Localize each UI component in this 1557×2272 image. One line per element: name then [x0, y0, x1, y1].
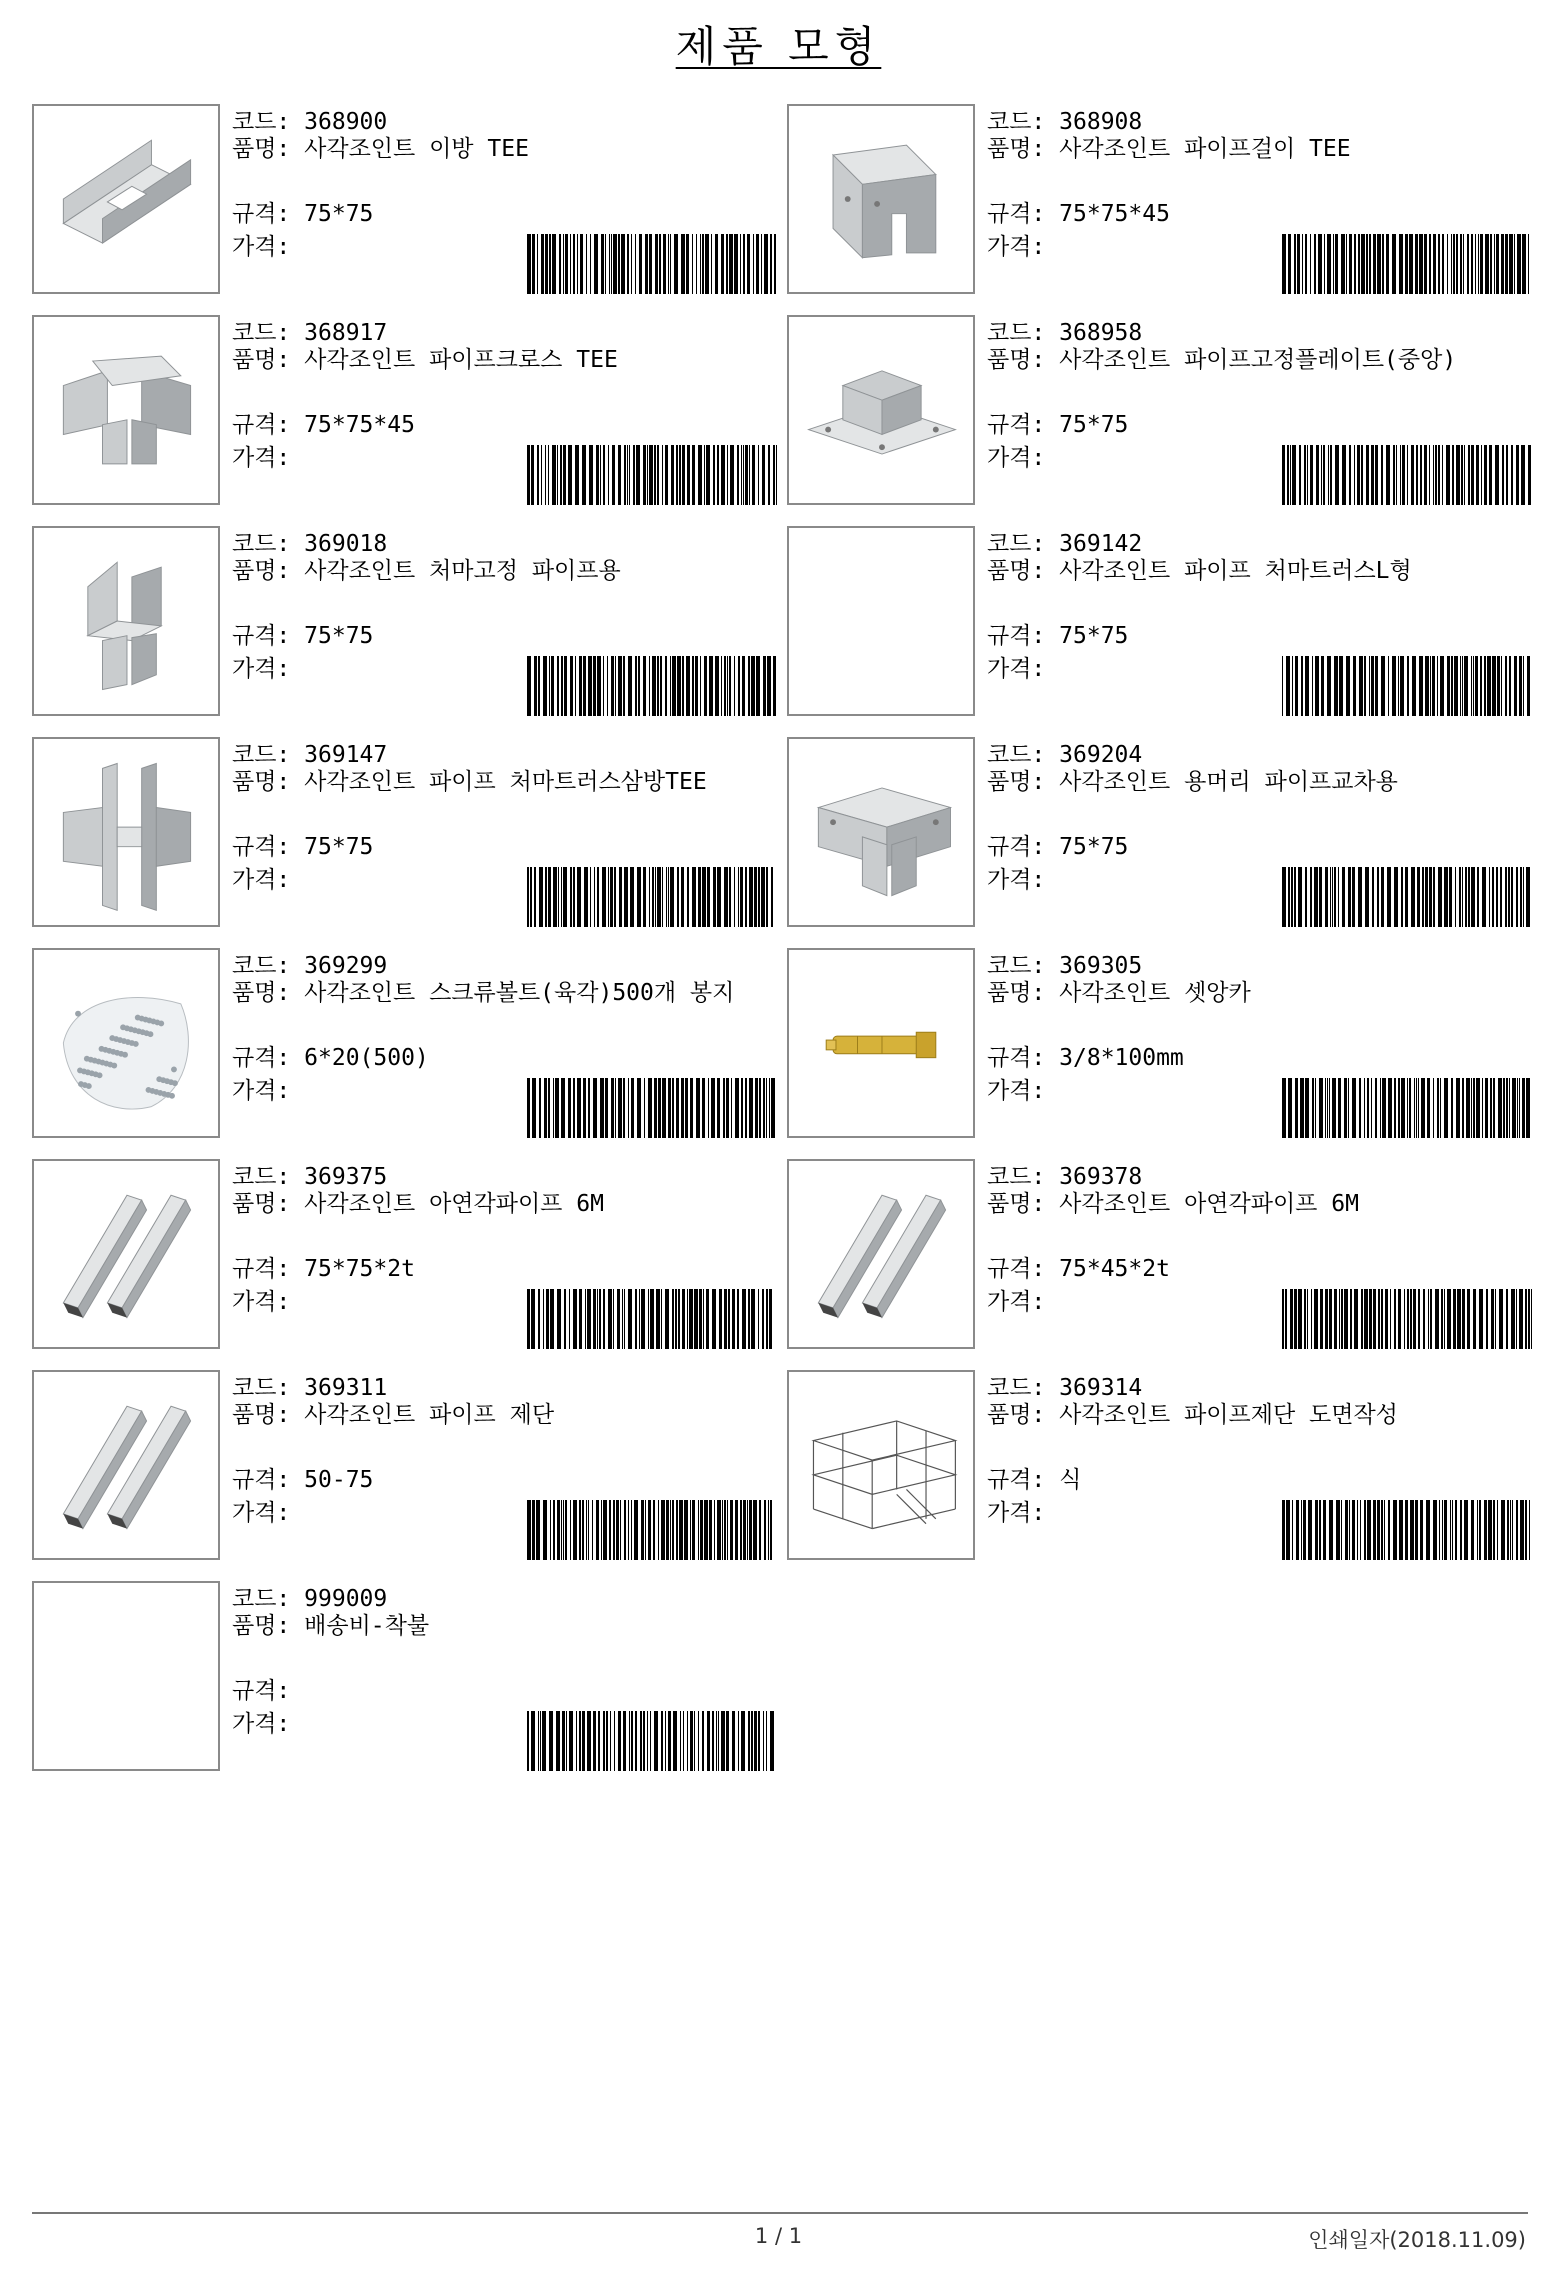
- spec-row: [232, 1675, 290, 1707]
- product-info: [232, 317, 777, 507]
- product-card: [787, 1159, 1532, 1351]
- code-row: [987, 1161, 1142, 1193]
- code-row: [987, 950, 1142, 982]
- price-label: 가격:: [232, 656, 291, 682]
- name-value: 사각조인트 셋앙카: [1059, 980, 1251, 1006]
- name-value: 사각조인트 파이프 처마트러스삼방TEE: [304, 769, 707, 795]
- barcode: [527, 656, 777, 716]
- product-info: [232, 1583, 777, 1773]
- price-label: 가격:: [987, 1078, 1046, 1104]
- base-plate-icon: [789, 317, 973, 503]
- code-row: [987, 106, 1142, 138]
- name-label: 품명:: [232, 558, 291, 584]
- spec-row: [232, 1042, 429, 1074]
- code-value: 368908: [1059, 109, 1143, 135]
- name-row: [232, 558, 772, 584]
- product-card: [787, 1370, 1532, 1562]
- code-value: 369018: [304, 531, 388, 557]
- product-info: [987, 950, 1532, 1140]
- square-pipe-icon: [789, 1161, 973, 1347]
- name-label: 품명:: [987, 980, 1046, 1006]
- footer-divider: [32, 2212, 1528, 2214]
- price-row: [987, 1075, 1045, 1107]
- code-value: 369142: [1059, 531, 1143, 557]
- barcode: [527, 1078, 777, 1138]
- spec-value: 75*75: [1059, 623, 1129, 649]
- name-row: [987, 1191, 1527, 1217]
- price-label: 가격:: [987, 867, 1046, 893]
- pipe-hanger-tee-icon: [789, 106, 973, 292]
- code-label: 코드:: [232, 109, 291, 135]
- product-card: [787, 104, 1532, 296]
- price-label: 가격:: [232, 445, 291, 471]
- name-value: 사각조인트 파이프걸이 TEE: [1059, 136, 1351, 162]
- name-label: 품명:: [232, 1613, 291, 1639]
- barcode: [1282, 445, 1532, 505]
- price-label: 가격:: [232, 234, 291, 260]
- name-value: 사각조인트 파이프 제단: [304, 1402, 555, 1428]
- product-image: [32, 1581, 220, 1771]
- barcode: [527, 234, 777, 294]
- three-way-tee-icon: [34, 739, 218, 925]
- spec-row: [232, 1253, 415, 1285]
- name-row: [987, 1402, 1527, 1428]
- price-label: 가격:: [232, 1711, 291, 1737]
- product-card: [787, 315, 1532, 507]
- code-row: [987, 1372, 1142, 1404]
- product-info: [987, 1372, 1532, 1562]
- name-value: 사각조인트 파이프제단 도면작성: [1059, 1402, 1398, 1428]
- spec-value: 3/8*100mm: [1059, 1045, 1184, 1071]
- barcode: [1282, 867, 1532, 927]
- ridge-joint-icon: [789, 739, 973, 925]
- product-image: [32, 526, 220, 716]
- spec-row: [232, 620, 373, 652]
- code-value: 368958: [1059, 320, 1143, 346]
- spec-value: 50-75: [304, 1467, 374, 1493]
- product-image: [32, 737, 220, 927]
- code-label: 코드:: [232, 953, 291, 979]
- spec-label: 규격:: [232, 1678, 291, 1704]
- name-label: 품명:: [232, 1191, 291, 1217]
- code-label: 코드:: [232, 320, 291, 346]
- barcode: [1282, 656, 1532, 716]
- name-row: [987, 980, 1527, 1006]
- name-value: 사각조인트 파이프 처마트러스L형: [1059, 558, 1412, 584]
- code-label: 코드:: [232, 1375, 291, 1401]
- name-row: [987, 558, 1527, 584]
- product-image: [32, 104, 220, 294]
- product-image: [787, 526, 975, 716]
- spec-row: [232, 831, 373, 863]
- product-info: [232, 739, 777, 929]
- code-value: 369305: [1059, 953, 1143, 979]
- code-row: [232, 1583, 387, 1615]
- spec-value: 75*75*45: [304, 412, 415, 438]
- name-value: 사각조인트 처마고정 파이프용: [304, 558, 621, 584]
- price-row: [232, 1286, 290, 1318]
- name-value: 사각조인트 파이프고정플레이트(중앙): [1059, 347, 1457, 373]
- code-value: 369299: [304, 953, 388, 979]
- name-row: [232, 769, 772, 795]
- name-label: 품명:: [232, 136, 291, 162]
- product-image: [32, 1370, 220, 1560]
- barcode: [527, 867, 777, 927]
- barcode: [527, 1500, 777, 1560]
- print-date: 인쇄일자(2018.11.09): [1308, 2228, 1526, 2252]
- screw-bag-icon: [34, 950, 218, 1136]
- spec-row: [232, 198, 373, 230]
- name-row: [232, 1191, 772, 1217]
- code-row: [232, 739, 387, 771]
- spec-label: 규격:: [232, 1467, 291, 1493]
- name-value: 사각조인트 아연각파이프 6M: [1059, 1191, 1359, 1217]
- spec-label: 규격:: [232, 201, 291, 227]
- spec-label: 규격:: [987, 201, 1046, 227]
- spec-value: 75*75: [1059, 834, 1129, 860]
- code-label: 코드:: [232, 531, 291, 557]
- price-row: [987, 1497, 1045, 1529]
- code-row: [232, 317, 387, 349]
- product-info: [987, 106, 1532, 296]
- price-label: 가격:: [987, 1289, 1046, 1315]
- product-card: [32, 315, 777, 507]
- pipe-cross-tee-icon: [34, 317, 218, 503]
- product-info: [987, 1161, 1532, 1351]
- code-value: 368917: [304, 320, 388, 346]
- product-card: [787, 526, 1532, 718]
- spec-label: 규격:: [987, 1467, 1046, 1493]
- code-label: 코드:: [232, 742, 291, 768]
- spec-value: 75*75: [304, 623, 374, 649]
- anchor-bolt-icon: [789, 950, 973, 1136]
- code-row: [987, 317, 1142, 349]
- product-card: [32, 526, 777, 718]
- product-image: [787, 315, 975, 505]
- spec-row: [232, 1464, 373, 1496]
- price-row: [987, 442, 1045, 474]
- name-label: 품명:: [232, 980, 291, 1006]
- price-label: 가격:: [232, 1289, 291, 1315]
- product-card: [32, 948, 777, 1140]
- spec-value: 75*45*2t: [1059, 1256, 1170, 1282]
- barcode: [527, 445, 777, 505]
- code-label: 코드:: [232, 1586, 291, 1612]
- code-label: 코드:: [987, 109, 1046, 135]
- spec-row: [232, 409, 415, 441]
- code-row: [232, 106, 387, 138]
- spec-value: 75*75: [304, 201, 374, 227]
- product-image: [32, 1159, 220, 1349]
- spec-label: 규격:: [987, 834, 1046, 860]
- code-label: 코드:: [987, 1164, 1046, 1190]
- product-info: [232, 1372, 777, 1562]
- name-row: [987, 136, 1527, 162]
- page-title-text: 제품 모형: [675, 22, 882, 71]
- code-value: 369314: [1059, 1375, 1143, 1401]
- barcode: [527, 1289, 777, 1349]
- spec-value: 75*75: [304, 834, 374, 860]
- price-row: [987, 653, 1045, 685]
- price-row: [987, 231, 1045, 263]
- code-row: [232, 528, 387, 560]
- spec-row: [987, 1253, 1170, 1285]
- spec-value: 식: [1059, 1467, 1082, 1493]
- page-title: [0, 14, 1557, 74]
- code-label: 코드:: [987, 320, 1046, 346]
- name-value: 사각조인트 이방 TEE: [304, 136, 529, 162]
- name-row: [987, 347, 1527, 373]
- spec-label: 규격:: [987, 1045, 1046, 1071]
- name-label: 품명:: [987, 558, 1046, 584]
- code-label: 코드:: [987, 1375, 1046, 1401]
- price-label: 가격:: [232, 867, 291, 893]
- product-card: [32, 737, 777, 929]
- product-image: [787, 1159, 975, 1349]
- product-image: [32, 315, 220, 505]
- product-info: [987, 739, 1532, 929]
- code-value: 369147: [304, 742, 388, 768]
- price-row: [232, 442, 290, 474]
- price-row: [987, 1286, 1045, 1318]
- price-label: 가격:: [987, 656, 1046, 682]
- code-row: [232, 1372, 387, 1404]
- spec-row: [987, 1464, 1081, 1496]
- code-value: 999009: [304, 1586, 388, 1612]
- product-image: [32, 948, 220, 1138]
- spec-value: 75*75*45: [1059, 201, 1170, 227]
- code-row: [987, 528, 1142, 560]
- product-info: [232, 106, 777, 296]
- product-image: [787, 737, 975, 927]
- two-way-tee-icon: [34, 106, 218, 292]
- spec-label: 규격:: [232, 623, 291, 649]
- code-label: 코드:: [987, 531, 1046, 557]
- price-label: 가격:: [987, 1500, 1046, 1526]
- product-info: [232, 1161, 777, 1351]
- price-row: [232, 231, 290, 263]
- name-row: [232, 980, 772, 1006]
- barcode: [1282, 234, 1532, 294]
- spec-label: 규격:: [987, 1256, 1046, 1282]
- name-label: 품명:: [232, 769, 291, 795]
- code-label: 코드:: [232, 1164, 291, 1190]
- product-card: [32, 1159, 777, 1351]
- name-row: [232, 347, 772, 373]
- name-value: 사각조인트 파이프크로스 TEE: [304, 347, 618, 373]
- product-info: [987, 528, 1532, 718]
- code-value: 369378: [1059, 1164, 1143, 1190]
- product-info: [987, 317, 1532, 507]
- spec-row: [987, 1042, 1184, 1074]
- code-value: 369204: [1059, 742, 1143, 768]
- spec-row: [987, 620, 1128, 652]
- code-label: 코드:: [987, 742, 1046, 768]
- name-label: 품명:: [987, 1402, 1046, 1428]
- product-image: [787, 948, 975, 1138]
- product-card: [32, 1370, 777, 1562]
- page-number: 1 / 1: [754, 2224, 803, 2248]
- code-row: [232, 1161, 387, 1193]
- price-row: [232, 864, 290, 896]
- spec-value: 6*20(500): [304, 1045, 429, 1071]
- spec-label: 규격:: [232, 1045, 291, 1071]
- spec-label: 규격:: [987, 623, 1046, 649]
- barcode: [1282, 1078, 1532, 1138]
- spec-value: 75*75: [1059, 412, 1129, 438]
- name-label: 품명:: [232, 1402, 291, 1428]
- spec-label: 규격:: [232, 834, 291, 860]
- spec-value: 75*75*2t: [304, 1256, 415, 1282]
- name-label: 품명:: [987, 136, 1046, 162]
- spec-label: 규격:: [232, 1256, 291, 1282]
- price-row: [232, 1075, 290, 1107]
- product-card: [787, 948, 1532, 1140]
- square-pipe-icon: [34, 1372, 218, 1558]
- price-label: 가격:: [232, 1078, 291, 1104]
- price-label: 가격:: [987, 234, 1046, 260]
- product-card: [32, 1581, 777, 1773]
- price-label: 가격:: [232, 1500, 291, 1526]
- price-label: 가격:: [987, 445, 1046, 471]
- code-row: [232, 950, 387, 982]
- name-row: [232, 1613, 772, 1639]
- name-value: 사각조인트 아연각파이프 6M: [304, 1191, 604, 1217]
- barcode: [1282, 1500, 1532, 1560]
- product-card: [32, 104, 777, 296]
- code-value: 369375: [304, 1164, 388, 1190]
- name-label: 품명:: [232, 347, 291, 373]
- code-label: 코드:: [987, 953, 1046, 979]
- product-info: [232, 528, 777, 718]
- product-image: [787, 104, 975, 294]
- code-value: 368900: [304, 109, 388, 135]
- name-value: 배송비-착불: [304, 1613, 430, 1639]
- name-label: 품명:: [987, 347, 1046, 373]
- price-row: [232, 1708, 290, 1740]
- name-value: 사각조인트 스크류볼트(육각)500개 봉지: [304, 980, 735, 1006]
- price-row: [987, 864, 1045, 896]
- price-row: [232, 653, 290, 685]
- code-value: 369311: [304, 1375, 388, 1401]
- name-row: [232, 1402, 772, 1428]
- name-label: 품명:: [987, 1191, 1046, 1217]
- name-label: 품명:: [987, 769, 1046, 795]
- spec-row: [987, 198, 1170, 230]
- barcode: [527, 1711, 777, 1771]
- spec-label: 규격:: [232, 412, 291, 438]
- eave-fixing-icon: [34, 528, 218, 714]
- spec-label: 규격:: [987, 412, 1046, 438]
- name-row: [232, 136, 772, 162]
- barcode: [1282, 1289, 1532, 1349]
- spec-row: [987, 831, 1128, 863]
- name-row: [987, 769, 1527, 795]
- product-info: [232, 950, 777, 1140]
- code-row: [987, 739, 1142, 771]
- name-value: 사각조인트 용머리 파이프교차용: [1059, 769, 1398, 795]
- square-pipe-icon: [34, 1161, 218, 1347]
- product-image: [787, 1370, 975, 1560]
- price-row: [232, 1497, 290, 1529]
- structure-drawing-icon: [789, 1372, 973, 1558]
- product-card: [787, 737, 1532, 929]
- spec-row: [987, 409, 1128, 441]
